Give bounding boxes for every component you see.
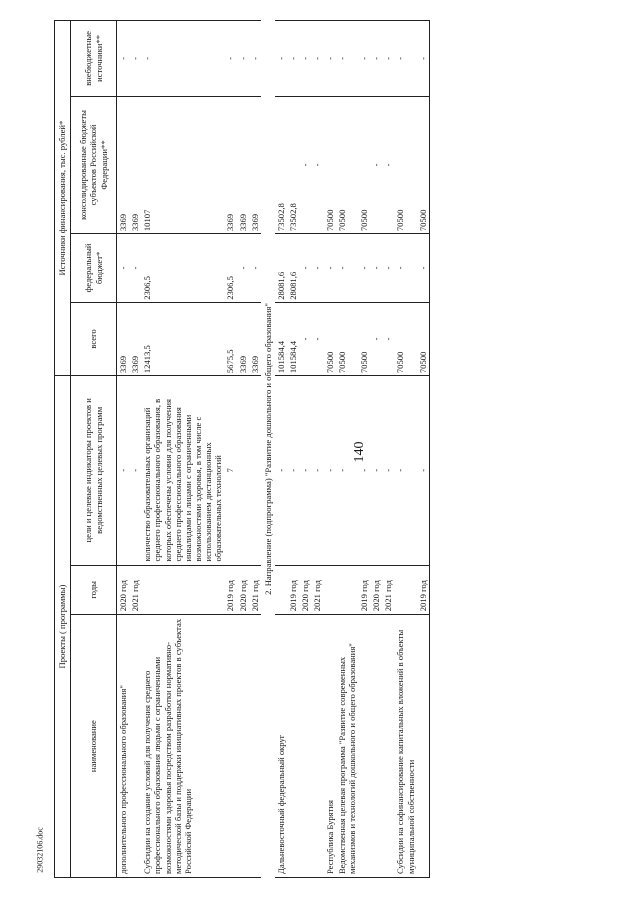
table-row [382, 21, 394, 878]
row-federal: - [299, 234, 311, 303]
table-row [117, 21, 130, 878]
row-name [224, 615, 236, 878]
federal-header: федеральный бюджет* [71, 234, 117, 303]
row-total: 5675,5 [224, 302, 236, 375]
row-year: 2021 год [382, 565, 394, 615]
table-row [237, 21, 249, 878]
row-federal: - [129, 234, 141, 303]
row-federal: - [237, 234, 249, 303]
row-goal: - [311, 376, 323, 565]
row-name [287, 615, 299, 878]
rotated-page [54, 20, 602, 878]
row-regional: - [370, 96, 382, 233]
row-offbudget: - [275, 21, 287, 97]
row-goal: - [336, 376, 358, 565]
row-year: 2019 год [224, 565, 236, 615]
table-row [370, 21, 382, 878]
row-goal [249, 376, 261, 565]
row-regional: 3369 [249, 96, 261, 233]
row-federal: - [336, 234, 358, 303]
row-federal: - [382, 234, 394, 303]
row-year: 2020 год [237, 565, 249, 615]
row-federal: 2306,5 [141, 234, 224, 303]
row-regional: 3369 [224, 96, 236, 233]
row-name: Республика Бурятия [324, 615, 336, 878]
row-offbudget: - [299, 21, 311, 97]
row-regional: 70500 [324, 96, 336, 233]
row-offbudget: - [394, 21, 416, 97]
projects-group-header: Проекты ( программы) [55, 376, 71, 878]
row-goal: - [275, 376, 287, 565]
row-name: Субсидии на создание условий для получения среднего профессионального образования людьми с ограниченными возможностями здоровья посредством разработки нормативно-методической базы и поддержки инициативных проектов в субъектах Российской Федерации [141, 615, 224, 878]
table-row [311, 21, 323, 878]
row-federal: 2306,5 [224, 234, 236, 303]
financing-table [54, 20, 430, 878]
row-federal: - [249, 234, 261, 303]
table-row [336, 21, 358, 878]
section-row [261, 21, 275, 878]
row-year: 2021 год [311, 565, 323, 615]
total-header: всего [71, 302, 117, 375]
row-total: - [382, 302, 394, 375]
row-federal: - [417, 234, 430, 303]
row-goal: - [117, 376, 130, 565]
row-regional: 70500 [394, 96, 416, 233]
row-goal: - [382, 376, 394, 565]
table-row [358, 21, 370, 878]
row-year: 2020 год [370, 565, 382, 615]
row-regional: 3369 [129, 96, 141, 233]
table-row [224, 21, 236, 878]
row-name: Дальневосточный федеральный округ [275, 615, 287, 878]
row-offbudget: - [287, 21, 299, 97]
row-goal: - [287, 376, 299, 565]
table-row [324, 21, 336, 878]
row-name [358, 615, 370, 878]
row-total: - [299, 302, 311, 375]
row-goal: количество образовательных организаций среднего профессионального образования, в которых обеспечены условия для получения среднего профессионального образования инвалидами и лицами с ограниченными возможностями здоровья, в том числе с использованием дистанционных образовательных технологий [141, 376, 224, 565]
row-offbudget: - [311, 21, 323, 97]
row-total: 70500 [336, 302, 358, 375]
row-year [336, 565, 358, 615]
row-name [249, 615, 261, 878]
table-row [129, 21, 141, 878]
row-offbudget: - [358, 21, 370, 97]
row-offbudget: - [237, 21, 249, 97]
row-year: 2019 год [417, 565, 430, 615]
row-year [324, 565, 336, 615]
row-offbudget: - [141, 21, 224, 97]
row-goal: - [299, 376, 311, 565]
table-row [249, 21, 261, 878]
row-name [311, 615, 323, 878]
row-year: 2020 год [117, 565, 130, 615]
row-offbudget: - [117, 21, 130, 97]
row-year: 2021 год [129, 565, 141, 615]
offbudget-header: внебюджетные источники** [71, 21, 117, 97]
row-regional: 73502,8 [287, 96, 299, 233]
row-year: 2021 год [249, 565, 261, 615]
row-year: 2019 год [358, 565, 370, 615]
row-name: Ведомственная целевая программа "Развитие современных механизмов и технологий дошкольного и общего образования" [336, 615, 358, 878]
row-federal: - [358, 234, 370, 303]
row-name: Субсидии на софинансирование капитальных вложений в объекты муниципальной собственности [394, 615, 416, 878]
row-total: 12413,5 [141, 302, 224, 375]
row-total: 101584,4 [275, 302, 287, 375]
row-goal: - [370, 376, 382, 565]
row-offbudget: - [324, 21, 336, 97]
row-year: 2019 год [287, 565, 299, 615]
row-name [382, 615, 394, 878]
row-total: 70500 [324, 302, 336, 375]
funding-group-header: Источники финансирования, тыс. рублей* [55, 21, 71, 376]
row-federal: 28081,6 [287, 234, 299, 303]
row-name [417, 615, 430, 878]
section-title: 2. Направление (подпрограмма) "Развитие дошкольного и общего образования" [262, 303, 273, 595]
row-goal [237, 376, 249, 565]
row-goal: - [324, 376, 336, 565]
row-name [237, 615, 249, 878]
row-name [129, 615, 141, 878]
row-year [394, 565, 416, 615]
row-total: 70500 [358, 302, 370, 375]
row-regional: - [299, 96, 311, 233]
row-federal: - [117, 234, 130, 303]
row-offbudget: - [129, 21, 141, 97]
row-offbudget: - [336, 21, 358, 97]
row-offbudget: - [224, 21, 236, 97]
row-federal: - [324, 234, 336, 303]
row-regional: 70500 [358, 96, 370, 233]
row-regional: - [311, 96, 323, 233]
row-total: 3369 [249, 302, 261, 375]
table-row [299, 21, 311, 878]
row-total: 3369 [237, 302, 249, 375]
goals-header: цели и целевые индикаторы проектов и ведомственных целевых программ [71, 376, 117, 565]
row-year [141, 565, 224, 615]
row-regional: 10107 [141, 96, 224, 233]
page-number: 140 [352, 441, 367, 463]
row-year: 2020 год [299, 565, 311, 615]
row-goal: - [358, 376, 370, 565]
row-federal: 28081,6 [275, 234, 287, 303]
row-federal: - [394, 234, 416, 303]
row-total: 70500 [417, 302, 430, 375]
name-header: наименование [71, 615, 117, 878]
row-total: 101584,4 [287, 302, 299, 375]
row-regional: 70500 [336, 96, 358, 233]
table-row [287, 21, 299, 878]
row-offbudget: - [370, 21, 382, 97]
years-header: годы [71, 565, 117, 615]
row-goal: - [417, 376, 430, 565]
row-total: - [311, 302, 323, 375]
row-offbudget: - [417, 21, 430, 97]
footer-filename: 29032106.doc [35, 827, 45, 873]
table-row [275, 21, 287, 878]
table-row [141, 21, 224, 878]
row-name [299, 615, 311, 878]
row-name: дополнительного профессионального образования" [117, 615, 130, 878]
row-year [275, 565, 287, 615]
regional-header: консолидированные бюджеты субъектов Российской Федерации** [71, 96, 117, 233]
row-total: 70500 [394, 302, 416, 375]
row-goal: - [394, 376, 416, 565]
table-row [417, 21, 430, 878]
row-goal: - [129, 376, 141, 565]
row-regional: 3369 [117, 96, 130, 233]
row-regional: 70500 [417, 96, 430, 233]
row-goal: 7 [224, 376, 236, 565]
row-name [370, 615, 382, 878]
row-offbudget: - [382, 21, 394, 97]
row-regional: 73502,8 [275, 96, 287, 233]
table-row [394, 21, 416, 878]
row-federal: - [370, 234, 382, 303]
row-total: 3369 [129, 302, 141, 375]
row-regional: 3369 [237, 96, 249, 233]
row-total: - [370, 302, 382, 375]
row-total: 3369 [117, 302, 130, 375]
row-federal: - [311, 234, 323, 303]
row-offbudget: - [249, 21, 261, 97]
row-regional: - [382, 96, 394, 233]
